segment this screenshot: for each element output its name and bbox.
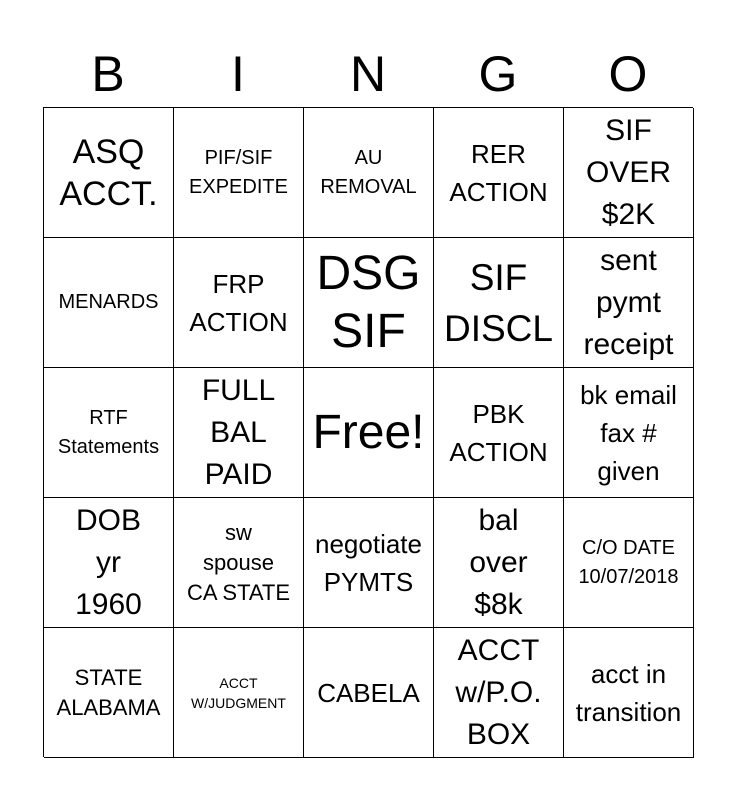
bingo-cell[interactable] (44, 368, 174, 498)
bingo-header (43, 42, 693, 106)
bingo-cell[interactable] (174, 238, 304, 368)
header-letter-n: N (349, 46, 387, 102)
header-letter-o: O (608, 46, 648, 102)
cell-text: sw spouse CA STATE (186, 519, 291, 605)
bingo-cell[interactable] (564, 498, 694, 628)
bingo-grid (43, 107, 693, 757)
bingo-cell[interactable] (44, 498, 174, 628)
free-cell[interactable] (304, 368, 434, 498)
cell-text: ASQ ACCT. (59, 132, 158, 213)
cell-text: ACCT W/JUDGMENT (191, 674, 286, 711)
bingo-cell[interactable] (564, 368, 694, 498)
bingo-cell[interactable] (44, 238, 174, 368)
cell-text: MENARDS (58, 291, 159, 313)
cell-text: AU REMOVAL (320, 146, 417, 198)
cell-text: CABELA (317, 677, 420, 708)
header-letter-i: I (231, 46, 245, 102)
bingo-cell[interactable] (564, 108, 694, 238)
free-text: Free! (312, 405, 425, 459)
cell-text: FULL BAL PAID (201, 373, 276, 491)
bingo-cell[interactable] (174, 368, 304, 498)
cell-text: FRP ACTION (189, 268, 288, 337)
cell-text: STATE ALABAMA (56, 664, 161, 720)
cell-text: DSG SIF (316, 246, 421, 358)
bingo-cell[interactable] (304, 238, 434, 368)
cell-text: sent pymt receipt (583, 243, 674, 361)
bingo-cell[interactable] (174, 498, 304, 628)
cell-text: PBK ACTION (449, 398, 548, 467)
bingo-cell[interactable] (44, 628, 174, 758)
cell-text: ACCT w/P.O. BOX (455, 633, 542, 751)
bingo-cell[interactable] (44, 108, 174, 238)
cell-text: negotiate PYMTS (315, 528, 422, 597)
bingo-cell[interactable] (304, 108, 434, 238)
cell-text: DOB yr 1960 (75, 503, 142, 621)
bingo-cell[interactable] (304, 498, 434, 628)
bingo-cell[interactable] (564, 628, 694, 758)
header-letter-g: G (478, 46, 518, 102)
bingo-cell[interactable] (304, 628, 434, 758)
bingo-cell[interactable] (174, 108, 304, 238)
cell-text: acct in transition (575, 658, 682, 727)
cell-text: C/O DATE 10/07/2018 (578, 536, 679, 588)
cell-text: PIF/SIF EXPEDITE (189, 146, 288, 198)
cell-text: SIF DISCL (444, 256, 553, 349)
bingo-cell[interactable] (434, 498, 564, 628)
cell-text: bk email fax # given (580, 379, 677, 486)
bingo-cell[interactable] (174, 628, 304, 758)
bingo-cell[interactable] (564, 238, 694, 368)
bingo-cell[interactable] (434, 628, 564, 758)
header-letter-b: B (91, 46, 125, 102)
bingo-cell[interactable] (434, 368, 564, 498)
cell-text: RER ACTION (449, 138, 548, 207)
bingo-cell[interactable] (434, 238, 564, 368)
cell-text: RTF Statements (57, 406, 160, 458)
cell-text: bal over $8k (469, 503, 528, 621)
bingo-cell[interactable] (434, 108, 564, 238)
cell-text: SIF OVER $2K (585, 113, 672, 231)
